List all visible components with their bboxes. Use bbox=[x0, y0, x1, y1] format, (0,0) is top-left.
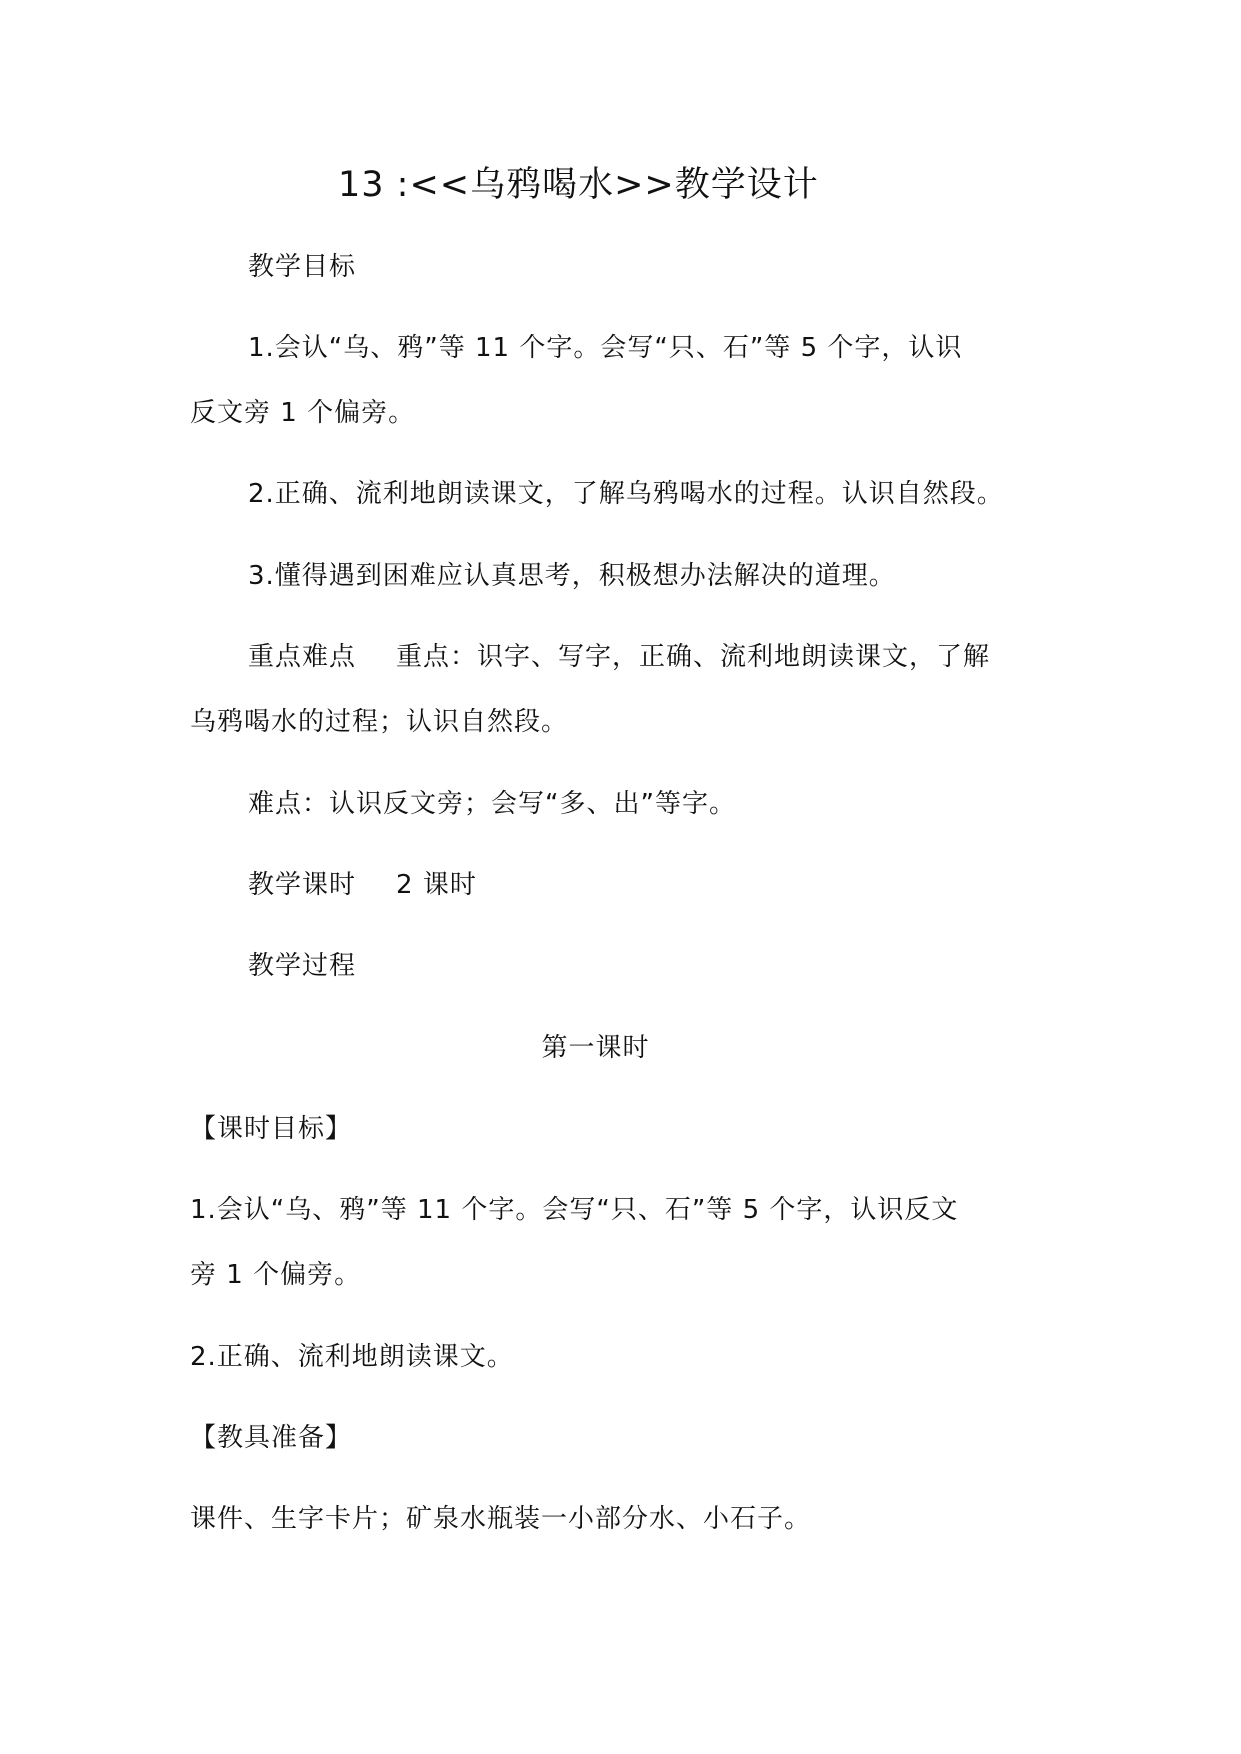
materials-heading: 【教具准备】 bbox=[190, 1423, 353, 1453]
teaching-hours bbox=[248, 865, 1118, 905]
key-points-label: 重点难点 bbox=[248, 642, 357, 672]
goal-1-line-2: 反文旁 1 个偏旁。 bbox=[190, 398, 416, 428]
lesson-1-heading: 第一课时 bbox=[541, 1033, 650, 1063]
key-points-line-2: 乌鸦喝水的过程；认识自然段。 bbox=[190, 707, 569, 737]
lesson-goals-heading: 【课时目标】 bbox=[190, 1114, 353, 1144]
materials-list: 课件、生字卡片；矿泉水瓶装一小部分水、小石子。 bbox=[190, 1504, 812, 1534]
teaching-hours-value: 2 课时 bbox=[396, 870, 477, 900]
process-heading: 教学过程 bbox=[248, 951, 357, 981]
lesson-goal-1-line-1: 1.会认“乌、鸦”等 11 个字。会写“只、石”等 5 个字，认识反文 bbox=[190, 1195, 959, 1225]
document-title: 13 :<<乌鸦喝水>>教学设计 bbox=[338, 165, 819, 205]
lesson-goal-2: 2.正确、流利地朗读课文。 bbox=[190, 1342, 514, 1372]
goals-heading: 教学目标 bbox=[248, 252, 357, 282]
goal-2: 2.正确、流利地朗读课文，了解乌鸦喝水的过程。认识自然段。 bbox=[248, 479, 1004, 509]
key-points-line-1 bbox=[248, 637, 1118, 677]
key-points-text: 重点：识字、写字，正确、流利地朗读课文，了解 bbox=[396, 642, 991, 672]
teaching-hours-label: 教学课时 bbox=[248, 870, 357, 900]
lesson-goal-1-line-2: 旁 1 个偏旁。 bbox=[190, 1260, 362, 1290]
goal-1-line-1: 1.会认“乌、鸦”等 11 个字。会写“只、石”等 5 个字，认识 bbox=[248, 333, 963, 363]
goal-3: 3.懂得遇到困难应认真思考，积极想办法解决的道理。 bbox=[248, 561, 896, 591]
difficulty-points: 难点：认识反文旁；会写“多、出”等字。 bbox=[248, 789, 736, 819]
